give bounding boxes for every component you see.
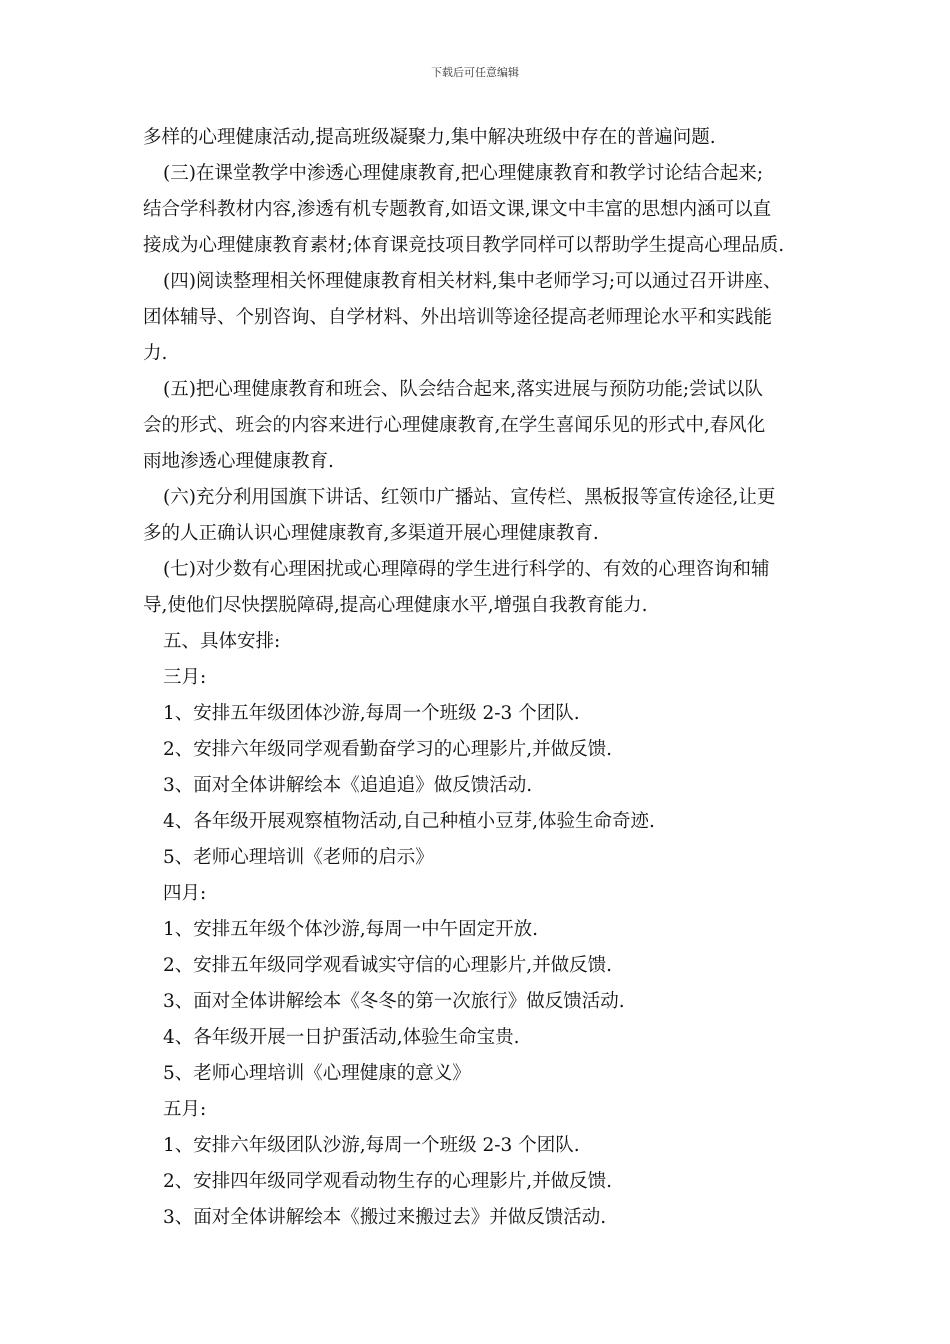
text-line: 4、各年级开展一日护蛋活动,体验生命宝贵. [163,1027,520,1048]
text-line: 3、面对全体讲解绘本《追追追》做反馈活动. [163,775,533,796]
document-body [143,120,823,1236]
text-line: 2、安排四年级同学观看动物生存的心理影片,并做反馈. [163,1171,613,1192]
text-line: 5、老师心理培训《老师的启示》 [163,847,434,868]
page-header: 下载后可任意编辑 [431,66,519,79]
text-line: 多的人正确认识心理健康教育,多渠道开展心理健康教育. [143,523,599,544]
text-line: 结合学科教材内容,渗透有机专题教育,如语文课,课文中丰富的思想内涵可以直 [143,199,772,220]
text-line: 1、安排六年级团队沙游,每周一个班级 2-3 个团队. [163,1135,580,1156]
text-line: 力. [143,343,168,364]
text-line: 会的形式、班会的内容来进行心理健康教育,在学生喜闻乐见的形式中,春风化 [143,415,766,436]
text-line: 1、安排五年级团体沙游,每周一个班级 2-3 个团队. [163,703,580,724]
text-line: 2、安排五年级同学观看诚实守信的心理影片,并做反馈. [163,955,613,976]
text-line: (三)在课堂教学中渗透心理健康教育,把心理健康教育和教学讨论结合起来; [163,163,764,184]
text-line: 4、各年级开展观察植物活动,自己种植小豆芽,体验生命奇迹. [163,811,655,832]
text-line: 五、具体安排: [163,631,281,652]
text-line: 5、老师心理培训《心理健康的意义》 [163,1063,471,1084]
text-line: 三月: [163,667,207,688]
text-line: (四)阅读整理相关怀理健康教育相关材料,集中老师学习;可以通过召开讲座、 [163,271,782,292]
text-line: 团体辅导、个别咨询、自学材料、外出培训等途径提高老师理论水平和实践能 [143,307,773,328]
text-line: 3、面对全体讲解绘本《搬过来搬过去》并做反馈活动. [163,1207,607,1228]
text-line: 雨地渗透心理健康教育. [143,451,334,472]
text-line: (六)充分利用国旗下讲话、红领巾广播站、宣传栏、黑板报等宣传途径,让更 [163,487,776,508]
text-line: 四月: [163,883,207,904]
text-line: (七)对少数有心理困扰或心理障碍的学生进行科学的、有效的心理咨询和辅 [163,559,770,580]
text-line: 多样的心理健康活动,提高班级凝聚力,集中解决班级中存在的普遍问题. [143,127,716,148]
text-line: 3、面对全体讲解绘本《冬冬的第一次旅行》做反馈活动. [163,991,625,1012]
text-line: (五)把心理健康教育和班会、队会结合起来,落实进展与预防功能;尝试以队 [163,379,764,400]
text-line: 导,使他们尽快摆脱障碍,提高心理健康水平,增强自我教育能力. [143,595,648,616]
text-line: 1、安排五年级个体沙游,每周一中午固定开放. [163,919,539,940]
text-line: 2、安排六年级同学观看勤奋学习的心理影片,并做反馈. [163,739,613,760]
text-line: 接成为心理健康教育素材;体育课竞技项目教学同样可以帮助学生提高心理品质. [143,235,785,256]
text-line: 五月: [163,1099,207,1120]
